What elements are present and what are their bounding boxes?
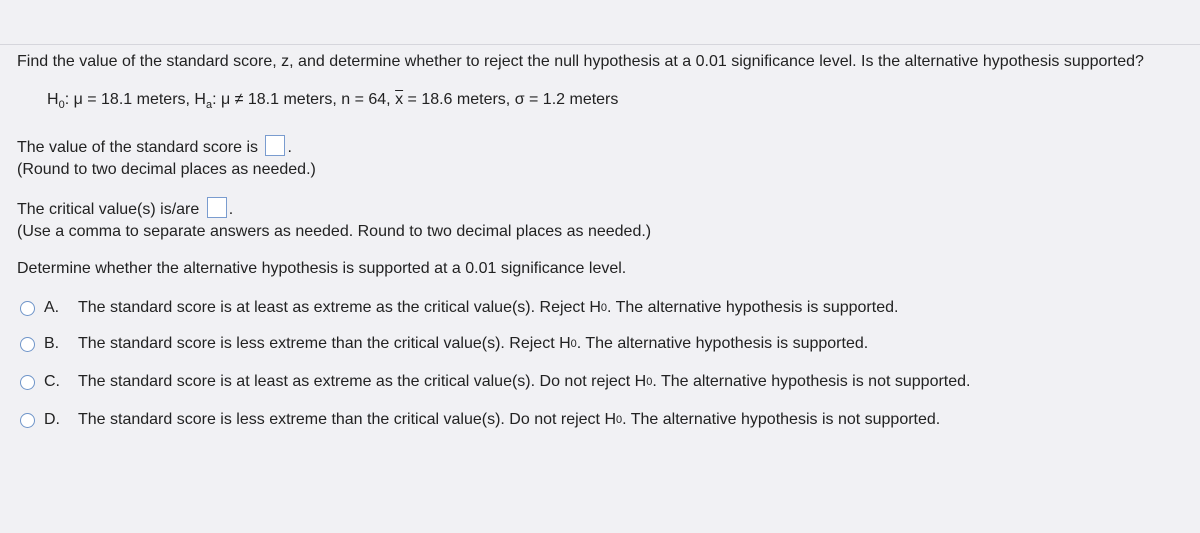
option-b-text-end: . The alternative hypothesis is supported. bbox=[576, 335, 869, 352]
option-b-letter: B. bbox=[44, 335, 60, 352]
option-a-letter: A. bbox=[44, 299, 60, 316]
h0-label: H bbox=[47, 91, 59, 108]
top-divider bbox=[0, 44, 1200, 45]
standard-score-row bbox=[17, 135, 292, 158]
critical-value-input[interactable] bbox=[207, 197, 227, 218]
determine-instruction: Determine whether the alternative hypothesis is supported at a 0.01 significance level. bbox=[17, 260, 627, 277]
option-b-text-start: The standard score is less extreme than the critical value(s). Reject H bbox=[78, 335, 571, 352]
standard-score-label: The value of the standard score is bbox=[17, 139, 259, 156]
option-b[interactable]: B. The standard score is less extreme than the critical value(s). Reject H 0 . The alternative hypothesis is supported. bbox=[20, 333, 868, 355]
radio-button-icon[interactable] bbox=[20, 413, 35, 428]
ha-label: H bbox=[194, 91, 206, 108]
h0-statement: : μ = 18.1 meters, bbox=[64, 91, 195, 108]
critical-value-hint: (Use a comma to separate answers as needed. Round to two decimal places as needed.) bbox=[17, 223, 652, 240]
sample-mean-symbol: $\overline{x}$ bbox=[395, 91, 404, 108]
ha-statement: : μ ≠ 18.1 meters, n = 64, bbox=[212, 91, 396, 108]
option-d[interactable]: D. The standard score is less extreme than the critical value(s). Do not reject H 0 . The alternative hypothesis is not supported. bbox=[20, 409, 940, 431]
option-a-text-end: . The alternative hypothesis is supported. bbox=[607, 299, 899, 316]
standard-score-hint: (Round to two decimal places as needed.) bbox=[17, 161, 316, 178]
critical-value-row bbox=[17, 197, 233, 220]
option-d-text-start: The standard score is less extreme than the critical value(s). Do not reject H bbox=[78, 411, 616, 428]
radio-button-icon[interactable] bbox=[20, 301, 35, 316]
standard-score-input[interactable] bbox=[265, 135, 285, 156]
option-a-text-start: The standard score is at least as extreme as the critical value(s). Reject H bbox=[78, 299, 601, 316]
given-values: = 18.6 meters, σ = 1.2 meters bbox=[403, 91, 619, 108]
radio-button-icon[interactable] bbox=[20, 375, 35, 390]
option-d-text-end: . The alternative hypothesis is not supported. bbox=[622, 411, 941, 428]
option-a[interactable]: A. The standard score is at least as extreme as the critical value(s). Reject H 0 . The alternative hypothesis is supported. bbox=[20, 297, 898, 319]
option-c[interactable]: C. The standard score is at least as extreme as the critical value(s). Do not reject H 0 . The alternative hypothesis is not supported. bbox=[20, 371, 970, 393]
given-hypotheses bbox=[47, 90, 618, 110]
option-c-text-start: The standard score is at least as extreme as the critical value(s). Do not reject H bbox=[78, 373, 647, 390]
radio-button-icon[interactable] bbox=[20, 337, 35, 352]
option-c-text-end: . The alternative hypothesis is not supported. bbox=[652, 373, 971, 390]
standard-score-suffix: . bbox=[287, 139, 292, 156]
ha-subscript: a bbox=[205, 99, 213, 111]
critical-value-suffix: . bbox=[228, 201, 234, 218]
option-c-letter: C. bbox=[44, 373, 60, 390]
option-d-letter: D. bbox=[44, 411, 60, 428]
critical-value-label: The critical value(s) is/are bbox=[17, 201, 200, 218]
h0-subscript: 0 bbox=[58, 99, 65, 111]
question-prompt: Find the value of the standard score, z, and determine whether to reject the null hypothesis at a 0.01 significance level. Is the alternative hypothesis supported? bbox=[17, 53, 1144, 70]
